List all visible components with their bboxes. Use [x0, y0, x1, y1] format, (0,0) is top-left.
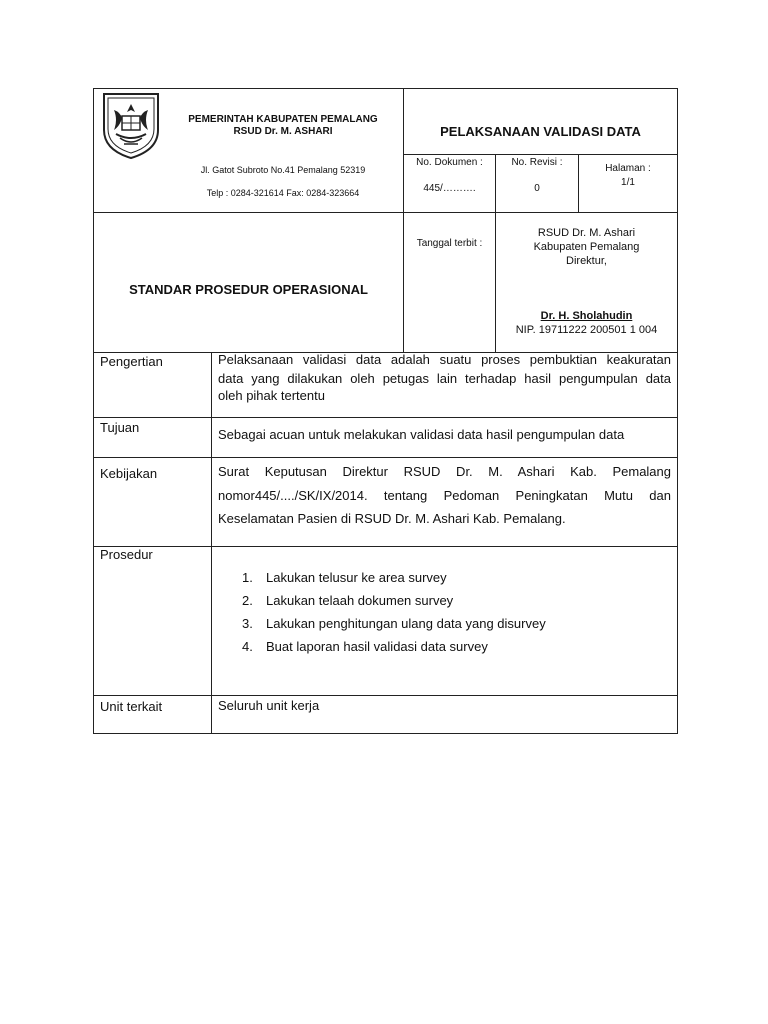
step-text: Buat laporan hasil validasi data survey	[266, 639, 488, 654]
table-border-left	[93, 88, 94, 734]
kebijakan-text-line-2: nomor445/..../SK/IX/2014. tentang Pedoman Peningkatan Mutu dan	[218, 488, 671, 503]
step-number: 3.	[242, 616, 253, 631]
revision-value: 0	[534, 183, 540, 194]
hospital-phone: Telp : 0284-321614 Fax: 0284-323664	[206, 188, 360, 198]
hospital-address: Jl. Gatot Subroto No.41 Pemalang 52319	[200, 165, 366, 175]
prosedur-label: Prosedur	[100, 547, 153, 562]
unit-terkait-text: Seluruh unit kerja	[218, 698, 320, 713]
row-divider-2	[93, 457, 678, 458]
page-label: Halaman :	[605, 163, 651, 174]
approver-line-3: Direktur,	[566, 255, 607, 267]
step-number: 1.	[242, 570, 253, 585]
prosedur-step	[242, 639, 662, 662]
document-title: PELAKSANAAN VALIDASI DATA	[440, 124, 641, 139]
pengertian-text-line-3: oleh pihak tertentu	[218, 388, 325, 403]
kebijakan-text-line-1: Surat Keputusan Direktur RSUD Dr. M. Ashari Kab. Pemalang	[218, 464, 671, 479]
kebijakan-text-line-3: Keselamatan Pasien di RSUD Dr. M. Ashari Kab. Pemalang.	[218, 511, 566, 526]
prosedur-list	[242, 570, 662, 662]
approver-line-1: RSUD Dr. M. Ashari	[537, 227, 636, 239]
prosedur-step	[242, 570, 662, 593]
step-text: Lakukan telaah dokumen survey	[266, 593, 454, 608]
approver-line-2: Kabupaten Pemalang	[533, 241, 640, 253]
page-value: 1/1	[621, 177, 635, 188]
table-border-top	[93, 88, 678, 89]
revision-label: No. Revisi :	[511, 157, 563, 168]
prosedur-step	[242, 593, 662, 616]
doc-number-label: No. Dokumen :	[416, 157, 483, 168]
label-column-divider	[211, 352, 212, 734]
step-text: Lakukan penghitungan ulang data yang disurvey	[266, 616, 546, 631]
row-divider-1	[93, 417, 678, 418]
sop-title: STANDAR PROSEDUR OPERASIONAL	[129, 282, 368, 297]
title-divider	[403, 154, 678, 155]
signer-nip: NIP. 19711222 200501 1 004	[515, 324, 658, 336]
pengertian-text-line-1: Pelaksanaan validasi data adalah suatu proses pembuktian keakuratan	[218, 352, 671, 367]
step-number: 2.	[242, 593, 253, 608]
table-border-bottom	[93, 733, 678, 734]
pengertian-text-line-2: data yang dilakukan oleh petugas lain terhadap hasil pengumpulan data	[218, 371, 671, 386]
unit-terkait-label: Unit terkait	[100, 699, 163, 714]
hospital-name: RSUD Dr. M. ASHARI	[233, 126, 333, 137]
government-name: PEMERINTAH KABUPATEN PEMALANG	[188, 114, 378, 125]
doc-number-value: 445/……….	[423, 183, 476, 194]
step-text: Lakukan telusur ke area survey	[266, 570, 447, 585]
regency-crest-icon	[100, 90, 162, 160]
row-divider-3	[93, 546, 678, 547]
table-border-right	[677, 88, 678, 734]
row-divider-4	[93, 695, 678, 696]
step-number: 4.	[242, 639, 253, 654]
pengertian-label: Pengertian	[100, 354, 163, 369]
tujuan-text: Sebagai acuan untuk melakukan validasi data hasil pengumpulan data	[218, 427, 625, 442]
prosedur-step	[242, 616, 662, 639]
kebijakan-label: Kebijakan	[100, 466, 158, 481]
tujuan-label: Tujuan	[100, 420, 140, 435]
header-row-divider	[93, 212, 678, 213]
signer-name: Dr. H. Sholahudin	[540, 310, 633, 322]
issue-date-label: Tanggal terbit :	[416, 238, 483, 249]
